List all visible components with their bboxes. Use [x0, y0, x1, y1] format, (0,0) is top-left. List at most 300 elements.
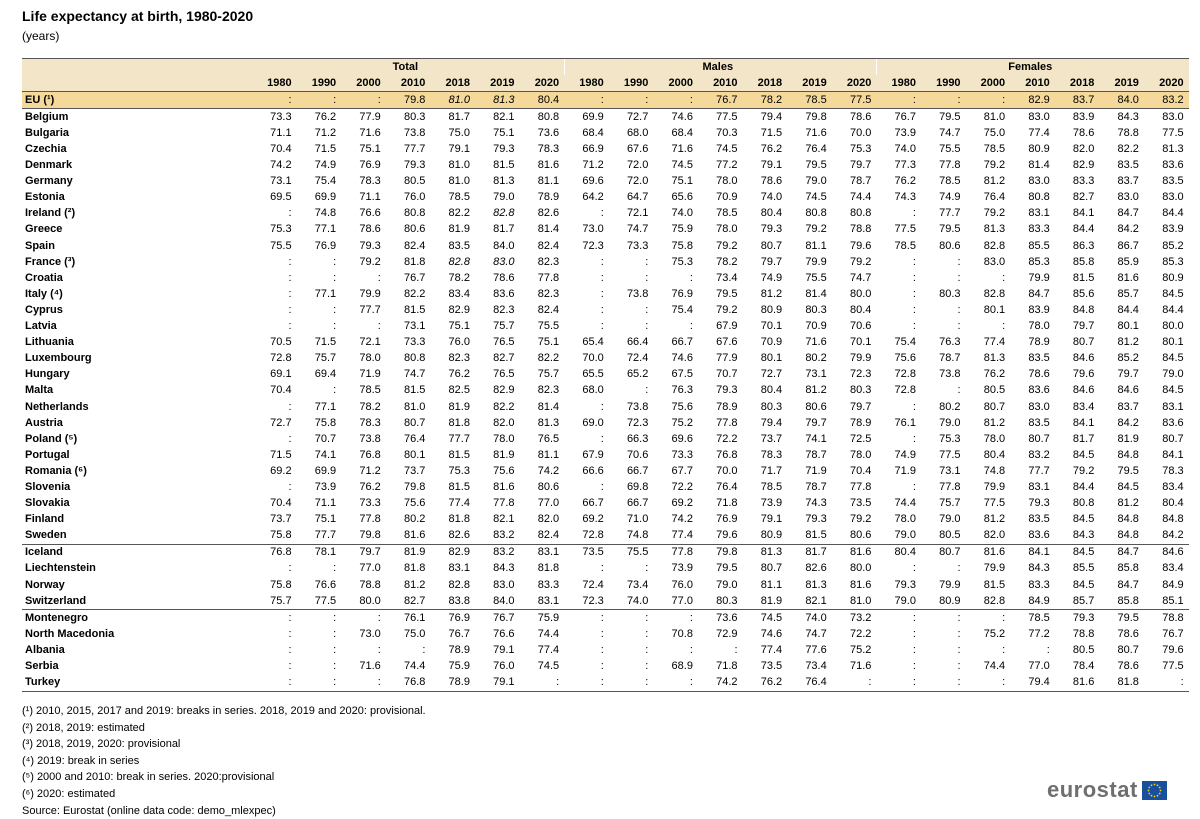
table-cell: 69.5 [270, 191, 292, 204]
table-cell: 78.5 [983, 143, 1006, 156]
table-cell: 84.5 [1055, 544, 1100, 561]
table-cell: : [912, 271, 916, 284]
table-cell: 75.6 [894, 352, 916, 365]
table-cell: 79.3 [894, 578, 916, 591]
table-cell: 78.6 [493, 271, 515, 284]
table-cell: : [600, 643, 604, 656]
table-cell: 84.8 [1162, 513, 1184, 526]
table-cell: 80.0 [1162, 320, 1184, 333]
table-cell: : [288, 562, 292, 575]
table-cell: 76.4 [787, 675, 832, 692]
table-cell: 86.7 [1117, 239, 1139, 252]
table-cell: 69.0 [582, 416, 604, 429]
row-label: Romania (⁶) [25, 464, 87, 477]
table-cell: : [957, 660, 961, 673]
table-row [22, 367, 1189, 383]
table-cell: 70.4 [849, 464, 872, 477]
table-row [22, 658, 1189, 674]
table-cell: 79.3 [1055, 610, 1100, 627]
table-cell: : [1002, 320, 1006, 333]
table-cell: 70.0 [716, 464, 738, 477]
table-cell: 81.3 [1162, 143, 1184, 156]
table-cell: 78.5 [359, 384, 381, 397]
table-cell: 78.5 [787, 92, 832, 109]
table-cell: : [333, 384, 337, 397]
table-cell: 79.5 [716, 562, 738, 575]
table-cell: 72.8 [270, 352, 292, 365]
table-cell: 73.3 [359, 497, 381, 510]
table-cell: 80.1 [1162, 336, 1184, 349]
table-cell: 81.0 [403, 400, 426, 413]
table-cell: 73.8 [403, 126, 426, 139]
table-cell: 81.5 [805, 529, 827, 542]
table-cell: 76.8 [252, 544, 297, 561]
table-cell: 73.5 [564, 544, 609, 561]
table-cell: 84.2 [1117, 416, 1139, 429]
table-cell: 74.5 [671, 159, 693, 172]
table-cell: 77.5 [1162, 126, 1184, 139]
table-cell: 72.3 [582, 239, 604, 252]
table-cell: 82.1 [475, 109, 520, 126]
table-cell: : [333, 303, 337, 316]
table-cell: 81.6 [1055, 675, 1100, 692]
table-cell: 75.2 [849, 643, 872, 656]
table-cell: 70.4 [270, 143, 292, 156]
table-cell: 66.3 [626, 432, 649, 445]
table-cell: 77.8 [939, 159, 961, 172]
table-cell: 82.8 [448, 578, 470, 591]
table-cell: : [645, 271, 649, 284]
table-cell: 69.2 [582, 513, 604, 526]
table-cell: 81.7 [430, 109, 475, 126]
table-cell: 79.9 [849, 352, 872, 365]
row-label: EU (¹) [22, 92, 252, 109]
table-cell: 83.5 [448, 239, 470, 252]
table-cell: 76.2 [983, 368, 1006, 381]
table-cell: 85.2 [1117, 352, 1139, 365]
table-cell: : [600, 287, 604, 300]
table-cell: 78.5 [894, 239, 916, 252]
table-cell: : [377, 271, 381, 284]
table-cell: 80.5 [1072, 643, 1095, 656]
table-cell: 75.2 [983, 627, 1006, 640]
table-cell: 76.2 [760, 143, 783, 156]
table-cell: 83.1 [520, 544, 565, 561]
table-cell: : [333, 660, 337, 673]
table-cell: 74.5 [537, 660, 560, 673]
table-cell: 77.5 [698, 109, 743, 126]
table-cell: : [333, 271, 337, 284]
table-cell: 78.6 [832, 109, 877, 126]
table-cell: 71.1 [270, 126, 292, 139]
table-row [22, 92, 1189, 109]
table-cell: 82.6 [448, 529, 470, 542]
table-cell: 81.8 [403, 255, 426, 268]
table-cell: 83.6 [1162, 416, 1184, 429]
table-cell: 76.6 [314, 578, 337, 591]
table-cell: 77.4 [671, 529, 693, 542]
table-cell: 82.7 [493, 352, 515, 365]
table-cell: 71.1 [314, 497, 337, 510]
table-cell: : [957, 562, 961, 575]
table-cell: 78.6 [1028, 368, 1050, 381]
table-cell: 81.9 [448, 400, 470, 413]
table-row [22, 528, 1189, 545]
table-cell: 73.8 [939, 368, 961, 381]
table-cell: 77.5 [983, 497, 1006, 510]
table-cell: 75.7 [939, 497, 961, 510]
table-cell: 73.0 [359, 627, 381, 640]
table-cell: 70.7 [716, 368, 738, 381]
table-cell: : [600, 207, 604, 220]
table-cell: 78.6 [1117, 627, 1139, 640]
table-cell: 81.1 [760, 578, 783, 591]
table-cell: 84.1 [1162, 448, 1184, 461]
table-cell: : [609, 610, 654, 627]
table-cell: 83.0 [493, 255, 515, 268]
table-cell: 76.7 [448, 627, 470, 640]
table-cell: 83.0 [1162, 191, 1184, 204]
table-cell: 75.7 [537, 368, 560, 381]
table-cell: 81.5 [403, 303, 426, 316]
table-cell: : [912, 320, 916, 333]
table-cell: 80.5 [983, 384, 1006, 397]
flag-star [1156, 784, 1158, 786]
table-cell: 81.6 [832, 544, 877, 561]
table-cell: 79.9 [359, 287, 381, 300]
table-cell: 79.5 [939, 223, 961, 236]
table-cell: 74.8 [314, 207, 337, 220]
table-cell: 80.0 [849, 287, 872, 300]
eu-flag-icon [1142, 781, 1167, 800]
table-cell: 80.0 [359, 594, 381, 607]
table-cell: 68.4 [582, 126, 604, 139]
table-cell: 71.2 [359, 464, 381, 477]
table-cell: 66.9 [582, 143, 604, 156]
table-cell: 64.2 [582, 191, 604, 204]
table-cell: 78.8 [1072, 627, 1095, 640]
table-cell: 83.7 [1117, 175, 1139, 188]
table-cell: 84.8 [1072, 303, 1095, 316]
table-cell: 69.2 [671, 497, 693, 510]
table-cell: 75.8 [270, 529, 292, 542]
table-cell: 73.4 [716, 271, 738, 284]
table-cell: 82.7 [403, 594, 426, 607]
table-cell: 71.5 [270, 448, 292, 461]
table-cell: 78.0 [716, 223, 738, 236]
table-cell: 73.7 [270, 513, 292, 526]
table-cell: 74.2 [671, 513, 693, 526]
table-cell: 66.7 [582, 497, 604, 510]
table-cell: 71.9 [805, 464, 827, 477]
table-cell: 79.9 [983, 562, 1006, 575]
header-corner-2 [22, 75, 252, 92]
table-cell: 71.6 [805, 336, 827, 349]
table-cell: 84.2 [1117, 223, 1139, 236]
table-cell: 70.9 [805, 320, 827, 333]
year-header: 2000 [966, 75, 1011, 92]
row-label: Austria [25, 416, 63, 429]
table-cell: 78.8 [1117, 126, 1139, 139]
table-cell: 79.3 [403, 159, 426, 172]
table-cell: 75.4 [314, 175, 337, 188]
table-cell: 76.9 [716, 513, 738, 526]
table-cell: 81.2 [983, 513, 1006, 526]
table-cell: 84.4 [1162, 207, 1184, 220]
table-cell: 83.5 [1028, 352, 1050, 365]
row-label: Switzerland [25, 594, 87, 607]
table-cell: 75.7 [270, 594, 292, 607]
table-cell: 70.9 [716, 191, 738, 204]
table-cell: 71.6 [671, 143, 693, 156]
table-cell: 79.8 [787, 109, 832, 126]
table-cell: 78.8 [359, 578, 381, 591]
table-cell: 76.4 [983, 191, 1006, 204]
table-cell: 70.8 [671, 627, 693, 640]
table-cell: 74.7 [626, 223, 649, 236]
table-cell: 76.9 [314, 239, 337, 252]
table-cell: : [645, 643, 649, 656]
table-cell: 70.0 [849, 126, 872, 139]
row-label: Malta [25, 384, 54, 397]
table-cell: 80.8 [1072, 497, 1095, 510]
table-cell: 84.2 [1162, 529, 1184, 542]
table-cell: 84.7 [1117, 578, 1139, 591]
table-cell: 81.2 [403, 578, 426, 591]
table-cell: 74.4 [403, 660, 426, 673]
table-cell: 71.7 [760, 464, 783, 477]
table-cell: 81.3 [805, 578, 827, 591]
table-row [22, 463, 1189, 479]
year-header: 2018 [430, 75, 475, 92]
table-cell: 76.5 [493, 368, 515, 381]
table-cell: 80.8 [403, 352, 426, 365]
row-label: Czechia [25, 143, 67, 156]
table-cell: 79.7 [1117, 368, 1139, 381]
table-cell: 76.8 [716, 448, 738, 461]
row-label: Latvia [25, 320, 57, 333]
table-cell: 75.9 [520, 610, 565, 627]
table-cell: 75.5 [609, 544, 654, 561]
table-cell: 78.7 [805, 448, 827, 461]
table-cell: 76.6 [493, 627, 515, 640]
table-cell: 77.7 [939, 207, 961, 220]
table-cell: 72.9 [716, 627, 738, 640]
table-cell: 74.3 [894, 191, 916, 204]
table-cell: : [876, 610, 921, 627]
table-cell: : [1002, 643, 1006, 656]
group-header-females: Females [876, 59, 1188, 76]
row-label: Croatia [25, 271, 63, 284]
table-cell: : [832, 675, 877, 692]
table-cell: 70.4 [270, 497, 292, 510]
table-cell: 82.6 [537, 207, 560, 220]
table-cell: 83.9 [1055, 109, 1100, 126]
table-cell: 83.5 [1028, 513, 1050, 526]
table-cell: 77.5 [1162, 660, 1184, 673]
table-row [22, 174, 1189, 190]
table-cell: 84.3 [1072, 529, 1095, 542]
table-cell: 76.0 [403, 191, 426, 204]
table-cell: 75.7 [493, 320, 515, 333]
table-cell: 79.2 [716, 239, 738, 252]
table-cell: 70.6 [626, 448, 649, 461]
table-cell: 84.6 [1072, 384, 1095, 397]
table-cell: 81.5 [448, 480, 470, 493]
table-cell: 83.2 [1144, 92, 1189, 109]
footnote: (²) 2018, 2019: estimated [22, 721, 145, 734]
table-cell: 75.2 [671, 416, 693, 429]
table-cell: 73.3 [252, 109, 297, 126]
table-cell: 79.0 [939, 513, 961, 526]
table-cell: 80.7 [1028, 432, 1050, 445]
row-label: Slovenia [25, 480, 71, 493]
table-cell: 78.0 [894, 513, 916, 526]
table-cell: 65.4 [582, 336, 604, 349]
table-cell: 81.3 [983, 352, 1006, 365]
table-cell: : [288, 643, 292, 656]
table-cell: 75.8 [270, 578, 292, 591]
table-cell: : [422, 643, 426, 656]
table-cell: 76.7 [475, 610, 520, 627]
table-cell: 83.4 [1162, 480, 1184, 493]
flag-star [1156, 794, 1158, 796]
year-header: 2010 [698, 75, 743, 92]
table-cell: : [297, 92, 342, 109]
table-cell: 81.9 [760, 594, 783, 607]
table-cell: 80.6 [939, 239, 961, 252]
table-cell: 84.5 [1072, 578, 1095, 591]
table-cell: 73.4 [805, 660, 827, 673]
table-cell: 76.5 [493, 336, 515, 349]
table-cell: 75.0 [983, 126, 1006, 139]
table-cell: 76.8 [359, 448, 381, 461]
logo-text: eurostat [1047, 777, 1138, 802]
table-cell: 81.3 [743, 544, 788, 561]
table-cell: 76.3 [671, 384, 693, 397]
table-cell: 80.4 [760, 384, 783, 397]
table-cell: 79.7 [805, 416, 827, 429]
table-cell: 70.0 [582, 352, 604, 365]
table-cell: 83.7 [1055, 92, 1100, 109]
table-cell: 78.0 [849, 448, 872, 461]
table-cell: 74.9 [314, 159, 337, 172]
table-cell: 83.0 [983, 255, 1006, 268]
table-cell: 84.6 [1144, 544, 1189, 561]
table-cell: 79.0 [894, 529, 916, 542]
table-row [22, 577, 1189, 593]
table-cell: 80.6 [805, 400, 827, 413]
table-cell: 80.8 [805, 207, 827, 220]
table-cell: 79.1 [493, 643, 515, 656]
table-cell: 79.2 [805, 223, 827, 236]
table-cell: 79.5 [716, 287, 738, 300]
table-cell: 68.0 [626, 126, 649, 139]
table-cell: 82.6 [805, 562, 827, 575]
table-cell: 74.6 [760, 627, 783, 640]
table-cell: 75.3 [939, 432, 961, 445]
table-cell: 84.0 [493, 239, 515, 252]
table-cell: 83.1 [448, 562, 470, 575]
table-cell: 84.6 [1072, 352, 1095, 365]
table-cell: 72.5 [849, 432, 872, 445]
source-note: Source: Eurostat (online data code: demo_mlexpec) [22, 804, 276, 817]
table-cell: 85.3 [1162, 255, 1184, 268]
row-label: Lithuania [25, 336, 74, 349]
table-cell: 71.1 [359, 191, 381, 204]
table-cell: 83.0 [1144, 109, 1189, 126]
table-cell: 84.5 [1117, 480, 1139, 493]
table-cell: 75.7 [314, 352, 337, 365]
table-row [22, 415, 1189, 431]
table-cell: 79.8 [403, 480, 426, 493]
table-cell: 71.9 [894, 464, 916, 477]
table-cell: 83.8 [448, 594, 470, 607]
table-cell: 77.3 [894, 159, 916, 172]
table-cell: 74.5 [805, 191, 827, 204]
table-cell: : [921, 610, 966, 627]
table-cell: 78.1 [297, 544, 342, 561]
table-cell: 74.1 [805, 432, 827, 445]
page-subtitle: (years) [22, 29, 60, 43]
table-cell: 82.1 [493, 513, 515, 526]
table-cell: 80.8 [403, 207, 426, 220]
table-cell: 81.4 [537, 223, 560, 236]
table-cell: 83.1 [1028, 207, 1050, 220]
table-cell: 66.4 [626, 336, 649, 349]
table-cell: 82.4 [537, 239, 560, 252]
table-cell: : [734, 643, 738, 656]
table-cell: 76.4 [716, 480, 738, 493]
table-cell: 77.4 [537, 643, 560, 656]
table-cell: 76.4 [805, 143, 827, 156]
table-cell: 80.6 [849, 529, 872, 542]
table-cell: 77.4 [983, 336, 1006, 349]
row-label: Albania [25, 643, 65, 656]
table-cell: 67.9 [716, 320, 738, 333]
table-cell: 82.2 [448, 207, 470, 220]
table-cell: 85.8 [1117, 594, 1139, 607]
table-cell: 81.3 [493, 175, 515, 188]
table-cell: 73.3 [626, 239, 649, 252]
table-cell: 84.5 [1162, 384, 1184, 397]
table-cell: 86.3 [1072, 239, 1095, 252]
year-header-row [22, 75, 1189, 92]
table-cell: 84.5 [1072, 448, 1095, 461]
table-row [22, 286, 1189, 302]
table-cell: : [288, 320, 292, 333]
table-cell: 79.2 [983, 159, 1006, 172]
table-cell: 80.7 [1117, 643, 1139, 656]
year-header: 2020 [1144, 75, 1189, 92]
row-label: Norway [25, 578, 65, 591]
table-cell: : [297, 675, 342, 692]
table-cell: 80.8 [1028, 191, 1050, 204]
table-cell: : [333, 255, 337, 268]
table-cell: 82.0 [983, 529, 1006, 542]
table-cell: 82.3 [493, 303, 515, 316]
table-cell: 79.7 [1072, 320, 1095, 333]
table-cell: : [377, 643, 381, 656]
table-cell: 82.9 [1072, 159, 1095, 172]
table-cell: : [288, 255, 292, 268]
table-cell: 79.6 [849, 239, 872, 252]
table-cell: 83.0 [1028, 400, 1050, 413]
table-cell: 73.1 [939, 464, 961, 477]
table-cell: 77.8 [653, 544, 698, 561]
table-cell: 72.2 [671, 480, 693, 493]
table-cell: 79.3 [805, 513, 827, 526]
